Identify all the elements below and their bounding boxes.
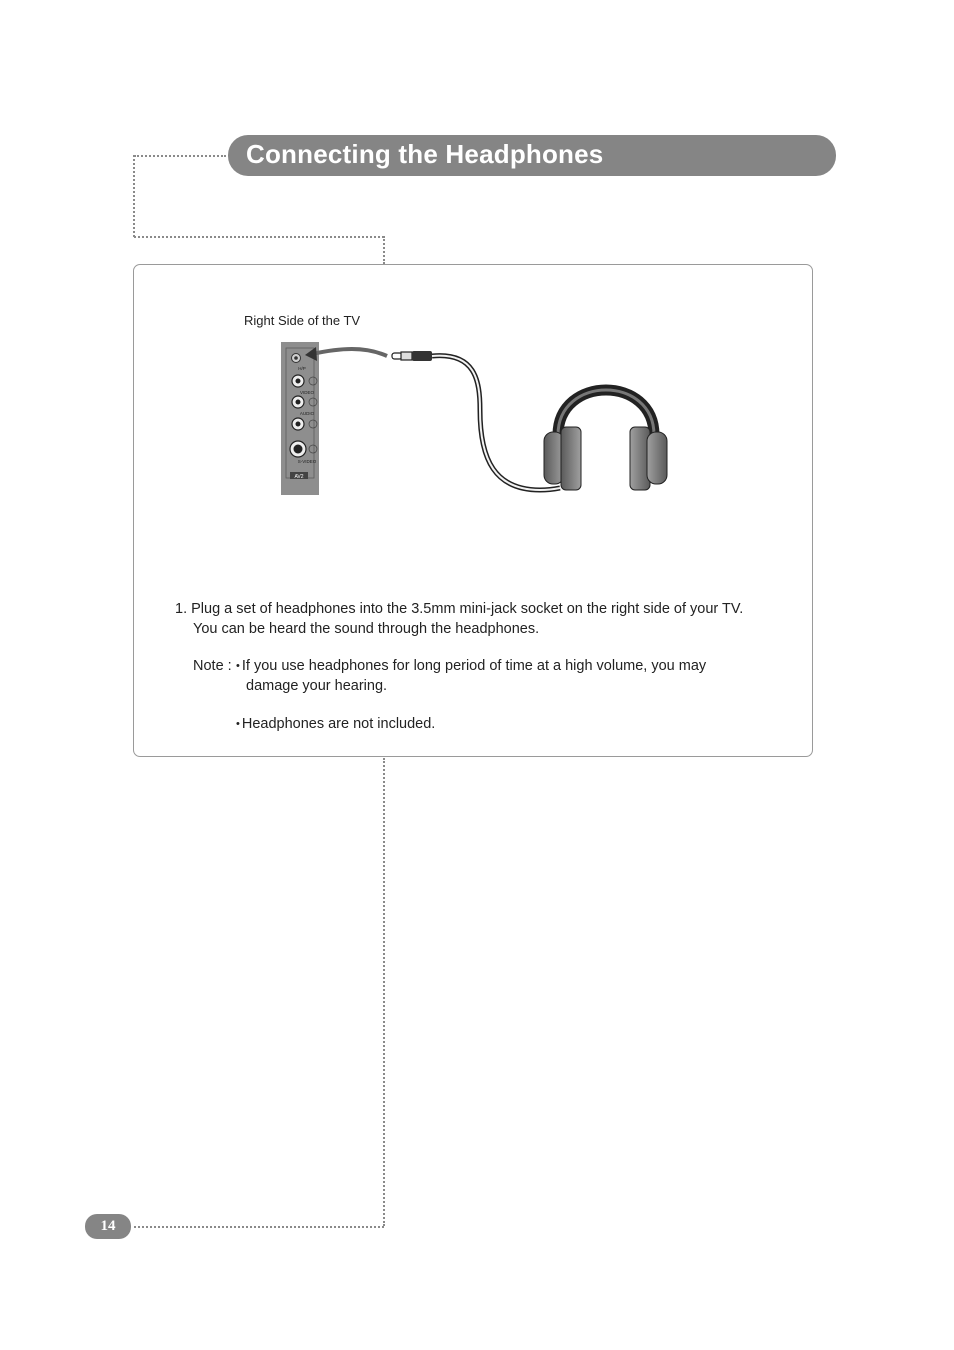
headphone-cable bbox=[432, 356, 560, 490]
panel-label-audio: AUDIO bbox=[299, 411, 315, 416]
dotted-rule-right-lower bbox=[383, 758, 385, 1226]
panel-label-s-video: S-VIDEO bbox=[297, 459, 317, 464]
instruction-step-1-continued: You can be heard the sound through the headphones. bbox=[193, 621, 540, 637]
headphone-plug bbox=[392, 351, 432, 361]
bullet-icon: • bbox=[236, 718, 240, 730]
panel-label-av2: AV2 bbox=[294, 474, 304, 480]
note-2-text: Headphones are not included. bbox=[241, 716, 436, 732]
title-bar bbox=[228, 135, 836, 176]
dotted-rule-bottom bbox=[134, 1226, 384, 1228]
headphone-connection-diagram bbox=[270, 330, 680, 505]
s-video-jack bbox=[290, 441, 306, 457]
page-number: 14 bbox=[85, 1214, 131, 1239]
instruction-step-1: 1. Plug a set of headphones into the 3.5mm mini-jack socket on the right side of your TV. bbox=[175, 601, 744, 617]
dotted-rule-right-upper bbox=[383, 236, 385, 264]
headphones-icon bbox=[544, 390, 667, 490]
panel-label-video: VIDEO bbox=[299, 390, 315, 395]
dotted-rule-left bbox=[133, 155, 135, 237]
note-bullet-1 bbox=[236, 656, 706, 676]
note-1-text: If you use headphones for long period of time at a high volume, you may bbox=[241, 658, 707, 674]
tv-side-panel bbox=[281, 342, 319, 495]
dotted-rule-top bbox=[134, 155, 226, 157]
video-jack bbox=[292, 375, 304, 387]
bullet-icon: • bbox=[236, 660, 240, 672]
insert-arrow bbox=[312, 349, 387, 356]
note-bullet-2 bbox=[236, 714, 435, 734]
note-1-continued: damage your hearing. bbox=[246, 678, 388, 694]
note-label: Note : bbox=[193, 658, 232, 674]
audio-jack-right bbox=[292, 418, 304, 430]
panel-label-hp: H/P bbox=[298, 366, 306, 371]
diagram-caption: Right Side of the TV bbox=[244, 313, 361, 328]
page-title: Connecting the Headphones bbox=[246, 139, 604, 169]
audio-jack-left bbox=[292, 396, 304, 408]
headphone-jack bbox=[292, 354, 301, 363]
dotted-rule-middle bbox=[134, 236, 384, 238]
